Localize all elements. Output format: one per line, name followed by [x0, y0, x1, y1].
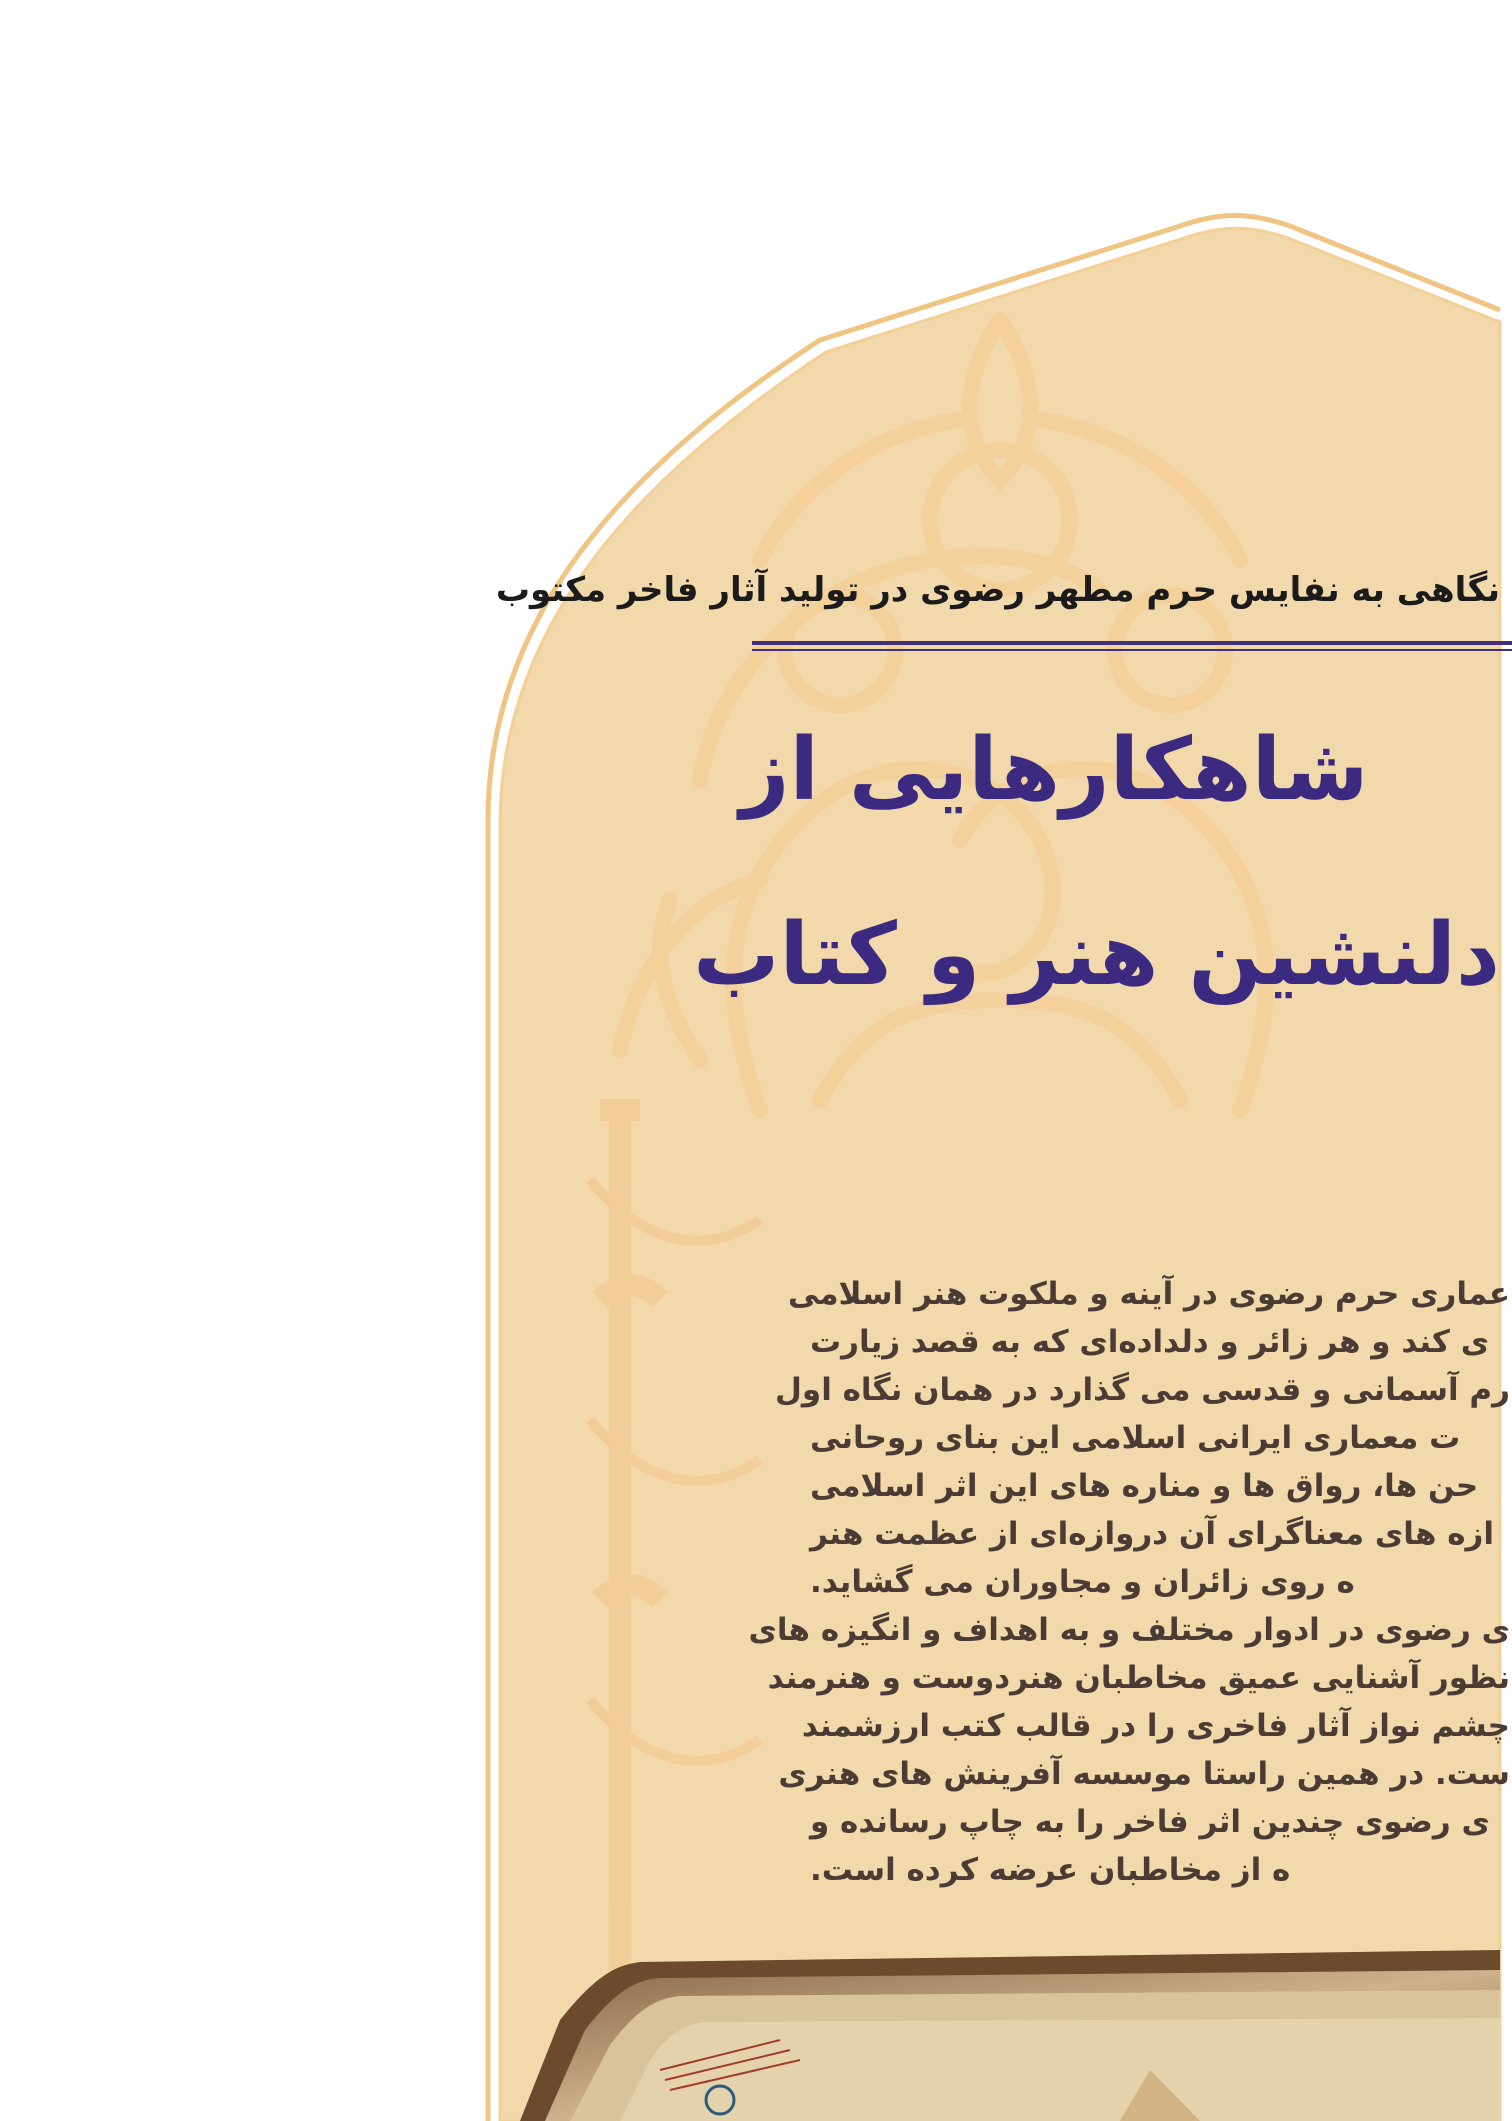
header-rule-thin [752, 649, 1512, 651]
body-line: چشم نواز آثار فاخری را در قالب کتب ارزشمند [801, 1708, 1510, 1744]
body-line: ست. در همین راستا موسسه آفرینش های هنری [778, 1756, 1510, 1792]
header-rule [752, 641, 1512, 645]
body-line: ازه های معناگرای آن دروازه‌ای از عظمت هنر [810, 1516, 1494, 1552]
body-line: ی رضوی در ادوار مختلف و به اهداف و انگیزه های [748, 1612, 1510, 1648]
body-line: ت معماری ایرانی اسلامی این بنای روحانی [810, 1420, 1461, 1456]
body-line: ه روی زائران و مجاوران می گشاید. [810, 1564, 1355, 1600]
body-line: عماری حرم رضوی در آینه و ملکوت هنر اسلامی [787, 1276, 1510, 1312]
body-line: نظور آشنایی عمیق مخاطبان هنردوست و هنرمند [767, 1660, 1510, 1696]
body-line: حن ها، رواق ها و مناره های این اثر اسلامی [810, 1468, 1479, 1504]
body-line: ه از مخاطبان عرضه کرده است. [810, 1852, 1291, 1888]
body-line: ی رضوی چندین اثر فاخر را به چاپ رسانده و [810, 1804, 1490, 1840]
body-line: ی کند و هر زائر و دلداده‌ای که به قصد زیارت [810, 1324, 1490, 1360]
body-line: رم آسمانی و قدسی می گذارد در همان نگاه اول [775, 1372, 1510, 1408]
article-title-line-1: شاهکارهایی از [740, 720, 1369, 820]
article-kicker: نگاهی به نفایس حرم مطهر رضوی در تولید آثار فاخر مکتوب [495, 570, 1500, 610]
article-title-line-2: دلنشین هنر و کتاب [693, 905, 1500, 1005]
article-body [748, 1270, 1510, 1894]
manuscript-book-image [520, 1950, 1500, 2121]
